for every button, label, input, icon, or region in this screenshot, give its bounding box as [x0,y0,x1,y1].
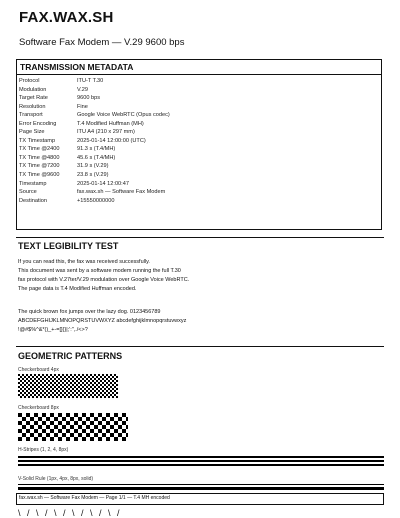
metadata-box [16,59,382,230]
sample-line: The quick brown fox jumps over the lazy dog. 0123456789 [18,309,161,315]
metadata-key: Page Size [19,129,45,136]
metadata-key: Target Rate [19,95,48,102]
checker-coarse-label: Checkerboard 8px [18,405,59,411]
paragraph-line: The page data is T.4 Modified Huffman encoded. [18,286,137,292]
metadata-row [19,103,379,112]
metadata-value: T.4 Modified Huffman (MH) [77,120,144,127]
metadata-row [19,120,379,129]
metadata-key: TX Time @4800 [19,154,60,161]
legibility-paragraph [18,258,189,294]
section-divider [16,237,384,238]
sample-line: ABCDEFGHIJKLMNOPQRSTUVWXYZ abcdefghijklmnopqrstuvwxyz [18,318,187,324]
geometric-heading: GEOMETRIC PATTERNS [18,351,123,361]
checker-fine-label: Checkerboard 4px [18,367,59,373]
metadata-row [19,154,379,163]
paragraph-line: fax protocol with V.27ter/V.29 modulation over Google Voice WebRTC. [18,277,190,283]
metadata-value: +15550000000 [77,197,115,204]
metadata-value: 2025-01-14 12:00:47 [77,180,129,187]
metadata-key: Destination [19,197,47,204]
metadata-row [19,128,379,137]
metadata-row [19,137,379,146]
metadata-key: TX Timestamp [19,137,56,144]
metadata-row [19,94,379,103]
metadata-row [19,145,379,154]
lines-label: V-Solid Rule (1px, 4px, 8px, solid) [18,476,94,482]
metadata-rows [19,77,379,205]
metadata-key: Error Encoding [19,120,57,127]
metadata-key: Transport [19,112,43,119]
metadata-row [19,86,379,95]
page-subtitle: Software Fax Modem — V.29 9600 bps [19,37,185,48]
metadata-key: TX Time @7200 [19,163,60,170]
metadata-value: Fine [77,103,88,110]
rule-thick [18,487,384,490]
metadata-value: 31.9 s (V.29) [77,163,109,170]
metadata-key: Modulation [19,86,47,93]
footer-text: fax.wax.sh — Software Fax Modem — Page 1/1 — T.4 MH encoded [19,495,170,501]
metadata-value: 9600 bps [77,95,101,102]
metadata-value: 2025-01-14 12:00:00 (UTC) [77,137,146,144]
metadata-value: V.29 [77,86,88,93]
metadata-row [19,162,379,171]
metadata-value: fax.wax.sh — Software Fax Modem [77,189,166,196]
metadata-value: Google Voice WebRTC (Opus codec) [77,112,170,119]
checkerboard-fine [18,374,118,398]
metadata-row [19,197,379,206]
metadata-key: Source [19,189,37,196]
metadata-value: 91.3 s (T.4/MH) [77,146,116,153]
metadata-key: Resolution [19,103,46,110]
metadata-value: 45.6 s (T.4/MH) [77,154,116,161]
paragraph-line: If you can read this, the fax was received successfully. [18,259,150,265]
metadata-value: ITU A4 (210 x 297 mm) [77,129,135,136]
metadata-key: TX Time @2400 [19,146,60,153]
metadata-key: Timestamp [19,180,47,187]
legibility-samples [18,308,186,335]
metadata-row [19,77,379,86]
metadata-row [19,111,379,120]
metadata-rule [17,74,381,75]
metadata-row [19,180,379,189]
metadata-key: Protocol [19,78,40,84]
checkerboard-coarse [18,413,128,441]
horizontal-stripes [18,456,384,468]
section-divider [16,346,384,347]
legibility-heading: TEXT LEGIBILITY TEST [18,241,119,251]
footer-chevrons: \ / \ / \ / \ / \ / \ / [18,508,122,518]
metadata-heading: TRANSMISSION METADATA [20,62,134,72]
metadata-key: TX Time @9600 [19,172,60,179]
metadata-row [19,171,379,180]
metadata-row [19,188,379,197]
metadata-value: ITU-T T.30 [77,78,104,84]
stripes-label: H-Stripes (1, 2, 4, 8px) [18,447,69,453]
metadata-value: 23.8 s (V.29) [77,172,109,179]
paragraph-line: This document was sent by a software modem running the full T.30 [18,268,181,274]
sample-line: !@#$%^&*()_+-=[]{}|;':",./<>? [18,327,88,333]
page-title: FAX.WAX.SH [19,9,114,26]
rule-thin [18,484,384,485]
